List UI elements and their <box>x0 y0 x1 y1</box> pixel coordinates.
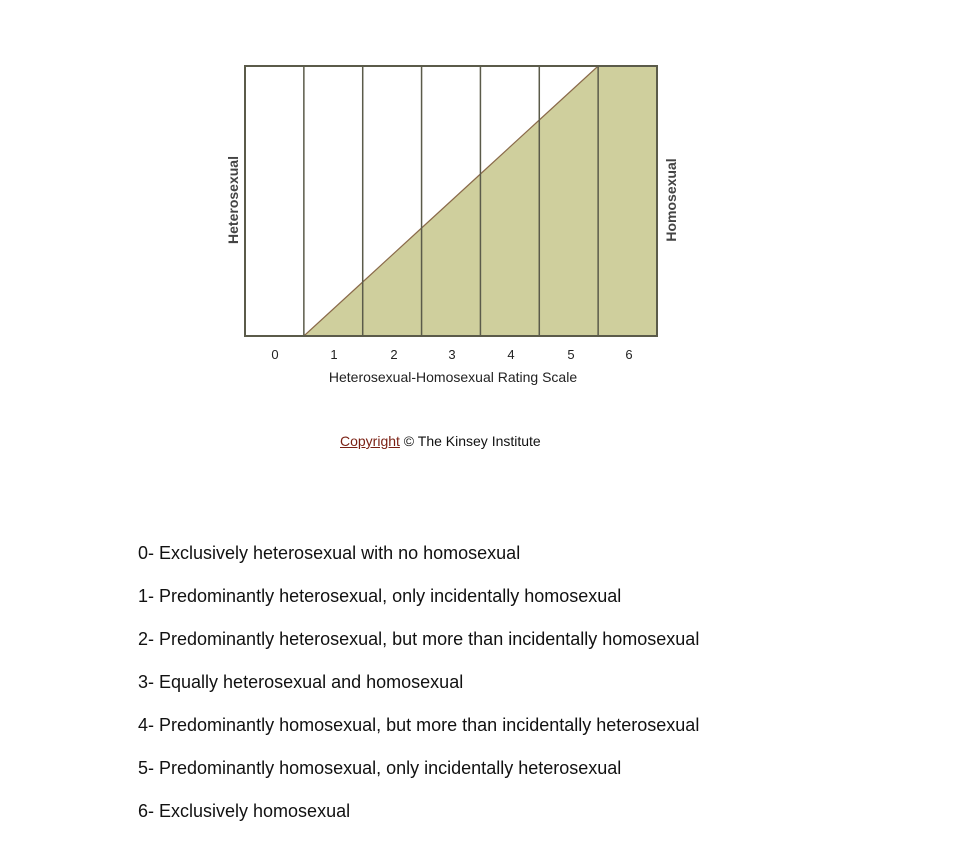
x-axis-label: Heterosexual-Homosexual Rating Scale <box>328 369 578 385</box>
scale-description-3: 3- Equally heterosexual and homosexual <box>138 672 464 692</box>
y-axis-label-right: Homosexual <box>663 158 679 242</box>
plot-area <box>245 66 657 336</box>
scale-description-2: 2- Predominantly heterosexual, but more than incidentally homosexual <box>138 629 700 649</box>
copyright-link[interactable]: Copyright <box>340 433 400 449</box>
scale-description-4: 4- Predominantly homosexual, but more than incidentally heterosexual <box>138 715 700 735</box>
copyright-notice <box>340 433 541 449</box>
x-tick-label-6: 6 <box>625 347 633 362</box>
kinsey-scale-chart <box>0 0 700 400</box>
x-tick-label-4: 4 <box>507 347 515 362</box>
scale-description-1: 1- Predominantly heterosexual, only incidentally homosexual <box>138 586 622 606</box>
scale-description-6: 6- Exclusively homosexual <box>138 801 351 821</box>
scale-description-5: 5- Predominantly homosexual, only incidentally heterosexual <box>138 758 622 778</box>
x-tick-label-3: 3 <box>448 347 456 362</box>
scale-description-list <box>138 542 699 843</box>
x-tick-label-0: 0 <box>271 347 279 362</box>
scale-description-0: 0- Exclusively heterosexual with no homosexual <box>138 543 521 563</box>
copyright-owner: © The Kinsey Institute <box>399 433 541 449</box>
y-axis-label-left: Heterosexual <box>225 156 241 244</box>
x-tick-label-5: 5 <box>567 347 575 362</box>
x-axis-ticks <box>271 347 632 362</box>
x-tick-label-2: 2 <box>390 347 398 362</box>
x-tick-label-1: 1 <box>330 347 338 362</box>
